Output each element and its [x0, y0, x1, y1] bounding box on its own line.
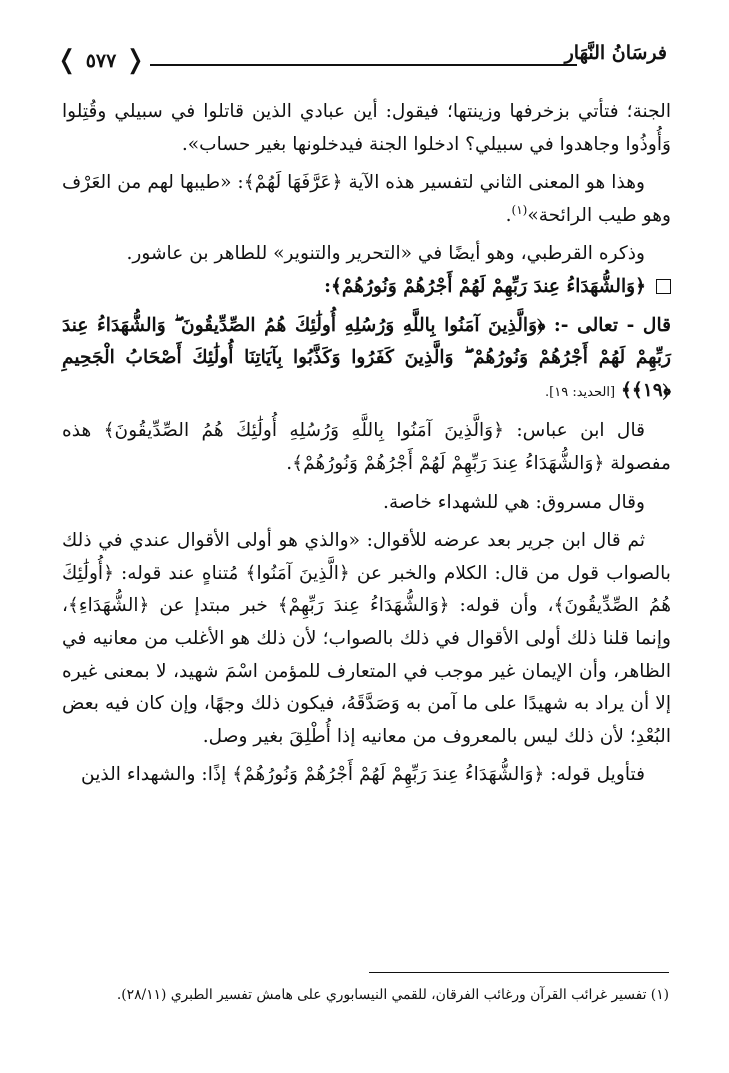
- paragraph-7: ثم قال ابن جرير بعد عرضه للأقوال: «والذي هو أولى الأقوال عندي في ذلك بالصواب قول من قال: الكلام والخبر عن ﴿الَّذِينَ آمَنُوا﴾ مُتناهٍ عند قوله: ﴿أُولَٰئِكَ هُمُ الصِّدِّيقُونَ﴾، وأن قوله: ﴿وَالشُّهَدَاءُ عِندَ رَبِّهِمْ﴾ خبر مبتدإ عن ﴿الشُّهَدَاءِ﴾، وإنما قلنا ذلك أولى الأقوال في ذلك بالصواب؛ لأن ذلك هو الأغلب من معانيه في الظاهر، وأن الإيمان غير موجب في المتعارف للمؤمن اسْمَ شهيد، لا بمعنى غيره إلا أن يراد به شهيدًا على ما آمن به وَصَدَّقَهُ، فيكون ذلك وجهًا، وإن كان فيه بعض البُعْدِ؛ لأن ذلك ليس بالمعروف من معانيه إذا أُطْلِقَ بغير وصل.: [62, 530, 671, 747]
- footnote-marker: (١): [511, 202, 528, 217]
- page-number: ❬ ٥٧٧ ❭: [56, 46, 146, 76]
- footnote-rule: [369, 972, 669, 973]
- paragraph-2-text: وهذا هو المعنى الثاني لتفسير هذه الآية ﴿عَرَّفَهَا لَهُمْ﴾: «طيبها لهم من العَرْف وهو طيب الرائحة»: [62, 172, 671, 226]
- paragraph-2-end: .: [505, 204, 512, 226]
- paragraph-5: قال ابن عباس: ﴿وَالَّذِينَ آمَنُوا بِاللَّهِ وَرُسُلِهِ أُولَٰئِكَ هُمُ الصِّدِّيقُونَ﴾ هذه مفصولة ﴿وَالشُّهَدَاءُ عِندَ رَبِّهِمْ لَهُمْ أَجْرُهُمْ وَنُورُهُمْ﴾.: [62, 420, 671, 474]
- footnote: (١) تفسير غرائب القرآن ورغائب الفرقان، للقمي النيسابوري على هامش تفسير الطبري (٢٨/١١).: [116, 987, 669, 1003]
- square-bullet-icon: [656, 279, 671, 294]
- running-title: فرسَانُ النَّهَار: [564, 42, 667, 64]
- main-text: [62, 96, 671, 792]
- paragraph-6: وقال مسروق: هي للشهداء خاصة.: [383, 491, 645, 513]
- paragraph-3: وذكره القرطبي، وهو أيضًا في «التحرير والتنوير» للطاهر بن عاشور.: [126, 243, 645, 265]
- paragraph-4: [62, 310, 671, 410]
- quran-verse: قال - تعالى -: ﴿وَالَّذِينَ آمَنُوا بِاللَّهِ وَرُسُلِهِ أُولَٰئِكَ هُمُ الصِّدِّيقُونَ ۖ وَالشُّهَدَاءُ عِندَ رَبِّهِمْ لَهُمْ أَجْرُهُمْ وَنُورُهُمْ ۖ وَالَّذِينَ كَفَرُوا وَكَذَّبُوا بِآيَاتِنَا أُولَٰئِكَ أَصْحَابُ الْجَحِيمِ ﴿١٩﴾﴾: [62, 314, 671, 401]
- paragraph-2: [62, 167, 671, 232]
- paragraph-8: فتأويل قوله: ﴿وَالشُّهَدَاءُ عِندَ رَبِّهِمْ لَهُمْ أَجْرُهُمْ وَنُورُهُمْ﴾ إذًا: والشهداء الذين: [81, 764, 645, 786]
- section-heading: [62, 271, 671, 304]
- verse-reference: [الحديد: ١٩].: [545, 384, 616, 400]
- paragraph-1: الجنة؛ فتأتي بزخرفها وزينتها؛ فيقول: أين عبادي الذين قاتلوا في سبيلي وقُتِلوا وَأُوذُوا وجاهدوا في سبيلي؟ ادخلوا الجنة فيدخلونها بغير حساب».: [62, 101, 671, 155]
- section-heading-text: ﴿وَالشُّهَدَاءُ عِندَ رَبِّهِمْ لَهُمْ أَجْرُهُمْ وَنُورُهُمْ﴾:: [324, 275, 646, 297]
- header-rule: [150, 64, 577, 66]
